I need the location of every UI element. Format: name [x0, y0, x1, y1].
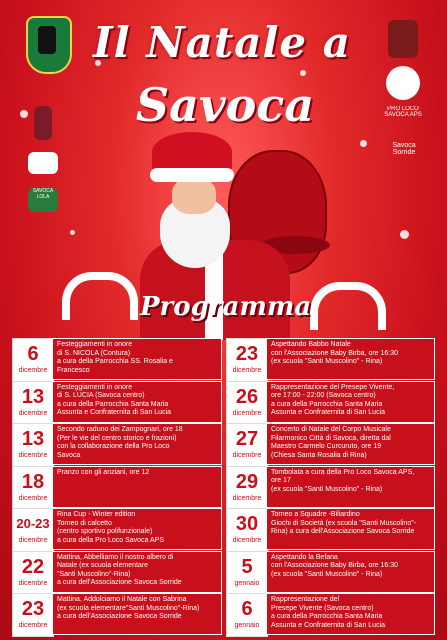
title-line2: Savoca — [135, 78, 315, 132]
logo-right-crest-icon — [388, 20, 418, 58]
snow-dot — [360, 140, 367, 147]
event-month: dicembre — [232, 537, 262, 544]
event-month: dicembre — [18, 537, 48, 544]
event-description: Aspettando la Befana con l'Associazione Baby Birba, ore 16:30 (ex scuola "Santi Muscolino" - Rina) — [266, 551, 435, 593]
santa-face — [172, 178, 216, 214]
event-day: 22 — [21, 555, 45, 578]
logo-left2-icon — [28, 152, 58, 174]
event-description: Mattina, Addolciamo il Natale con Sabrina (ex scuola elementare"Santi Muscolino"-Rina) a cura dell'Associazione Savoca Sorride — [52, 593, 222, 635]
proloco-logo: PRO LOCO SAVOCA APS — [384, 106, 422, 118]
event-day: 23 — [21, 598, 45, 620]
event-row-right — [12, 551, 435, 593]
logo-left3-icon: SAVOCA LOLA — [28, 188, 58, 212]
event-day: 23 — [235, 343, 259, 365]
event-day: 13 — [21, 428, 45, 450]
event-description: Rappresentazione del Presepe Vivente (Savoca centro) a cura della Parrocchia Santa Maria Assunta e Confraternita di San Lucia — [266, 593, 435, 635]
event-description: Secondo raduno dei Zampognari, ore 18 (Per le vie del centro storico e frazioni) con la collaborazione della Pro Loco Savoca — [52, 423, 222, 465]
event-description: Tombolata a cura della Pro Loco Savoca APS, ore 17 (ex scuola "Santi Muscolino" - Rina) — [266, 466, 435, 508]
event-day: 13 — [21, 385, 45, 408]
event-month: dicembre — [232, 367, 262, 374]
borgo-logo-icon — [34, 106, 52, 140]
event-row-right — [12, 423, 435, 465]
event-month: dicembre — [18, 452, 48, 459]
event-month: dicembre — [232, 409, 262, 417]
event-description: Festeggiamenti in onore di S. LUCIA (Savoca centro) a cura della Parrocchia Santa Maria Assunta e Confraternita di San Lucia — [52, 381, 222, 423]
event-date — [226, 381, 268, 425]
event-description: Concerto di Natale del Corpo Musicale Filarmonico Città di Savoca, diretta dal Maestro Carmelo Curcuruto, ore 19 (Chiesa Santa Rosalia di Rina) — [266, 423, 435, 465]
event-day: 18 — [21, 470, 45, 493]
event-day: 6 — [27, 343, 39, 365]
event-description: Pranzo con gli anziani, ore 12 — [52, 466, 222, 508]
snow-dot — [400, 230, 409, 239]
candy-cane-icon — [310, 282, 386, 330]
event-row-right — [12, 466, 435, 508]
event-day: 6 — [241, 598, 253, 620]
event-date — [226, 338, 268, 382]
event-row-right — [12, 593, 435, 635]
event-day: 26 — [235, 385, 259, 408]
event-month: dicembre — [18, 409, 48, 417]
event-description: Festeggiamenti in onore di S. NICOLA (Contura) a cura della Parrocchia SS. Rosalia e Francesco — [52, 338, 222, 380]
event-month: gennaio — [234, 622, 260, 629]
event-description: Mattina, Abbelliamo il nostro albero di Natale (ex scuola elementare "Santi Muscolino"-Rina) a cura dell'Associazione Savoca Sorride — [52, 551, 222, 593]
event-description: Aspettando Babbo Natale con l'Associazione Baby Birba, ore 16:30 (ex scuola "Santi Muscolino" - Rina) — [266, 338, 435, 380]
event-month: dicembre — [18, 579, 48, 587]
event-date — [226, 508, 268, 552]
event-day: 5 — [241, 555, 253, 578]
event-description: Rina Cup - Winter edition Torneo di calcetto (centro sportivo polifunzionale) a cura della Pro Loco Savoca APS — [52, 508, 222, 550]
savoca-sorride-logo: Savoca Sorride — [392, 142, 416, 156]
event-day: 27 — [235, 428, 259, 450]
event-date — [226, 551, 268, 595]
event-row-right — [12, 338, 435, 380]
event-month: dicembre — [18, 367, 48, 374]
event-month: dicembre — [18, 622, 48, 629]
candy-cane-icon — [62, 272, 138, 320]
title-line1: Il Natale a — [93, 18, 351, 67]
event-date — [226, 466, 268, 510]
snow-dot — [300, 70, 306, 76]
event-day: 29 — [235, 470, 259, 493]
event-row-right — [12, 381, 435, 423]
event-day: 30 — [235, 513, 259, 535]
event-date — [226, 593, 268, 637]
snow-dot — [20, 110, 28, 118]
event-month: dicembre — [232, 494, 262, 502]
event-row-right — [12, 508, 435, 550]
event-month: gennaio — [234, 579, 260, 587]
programma-heading: Programma — [140, 292, 312, 322]
event-day: 20-23 — [16, 516, 50, 531]
event-month: dicembre — [232, 452, 262, 459]
municipality-crest-icon — [26, 16, 72, 74]
santa-hat — [152, 132, 232, 172]
event-description: Torneo a Squadre -Biliardino Giochi di Società (ex scuola "Santi Muscolino"- Rina) a cura dell'Associazione Savoca Sorride — [266, 508, 435, 550]
santa-hat-band — [150, 168, 234, 182]
logo-right-seal-icon — [386, 66, 420, 100]
event-description: Rappresentazione del Presepe Vivente, ore 17:00 - 22:00 (Savoca centro) a cura della Parrocchia Santa Maria Assunta e Confraternita di San Lucia — [266, 381, 435, 423]
event-month: dicembre — [18, 494, 48, 502]
snow-dot — [70, 230, 75, 235]
event-date — [226, 423, 268, 467]
